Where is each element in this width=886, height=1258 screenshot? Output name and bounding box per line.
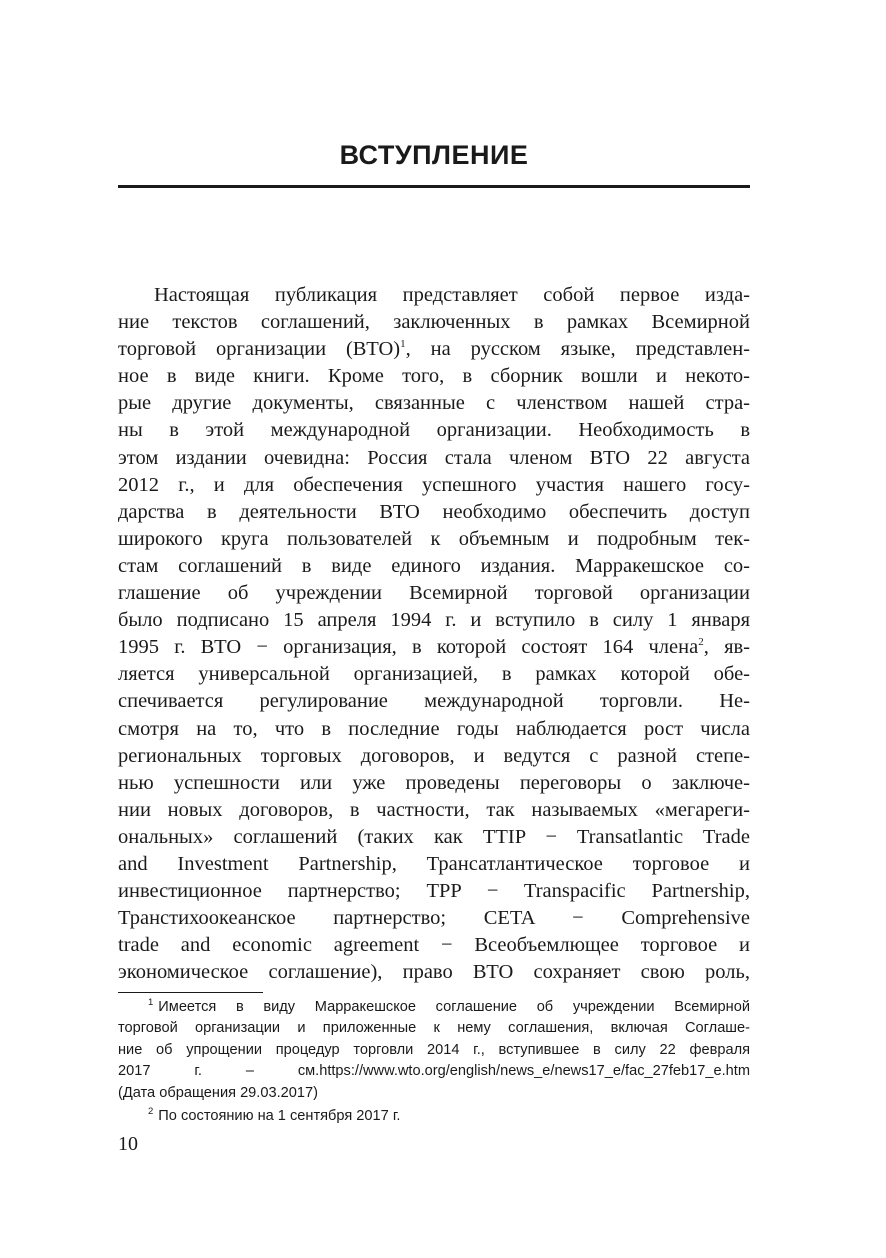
body-line-part: , яв-: [703, 636, 750, 659]
body-line: инвестиционное партнерство; TPP − Transpacific Partnership,: [118, 880, 750, 903]
footnote-line: ние об упрощении процедур торговли 2014 г., вступившее в силу 22 февраля: [118, 1041, 750, 1058]
footnote-text: По состоянию на 1 сентября 2017 г.: [158, 1108, 401, 1125]
body-line: trade and economic agreement − Всеобъемлющее торговое и: [118, 934, 750, 957]
body-line: нии новых договоров, в частности, так называемых «мегареги-: [118, 798, 750, 821]
footnote-divider: [118, 992, 263, 993]
body-line: было подписано 15 апреля 1994 г. и вступило в силу 1 января: [118, 609, 750, 632]
body-line: 2012 г., и для обеспечения успешного участия нашего госу-: [118, 473, 750, 496]
body-line: стам соглашений в виде единого издания. Марракешское со-: [118, 554, 750, 577]
title-rule: [118, 185, 750, 188]
footnote-line: (Дата обращения 29.03.2017): [118, 1084, 318, 1101]
body-line: ное в виде книги. Кроме того, в сборник вошли и некото-: [118, 365, 750, 388]
body-line: экономическое соглашение), право ВТО сохраняет свою роль,: [118, 961, 750, 984]
body-line: ние текстов соглашений, заключенных в рамках Всемирной: [118, 311, 750, 334]
body-line: широкого круга пользователей к объемным и подробным тек-: [118, 527, 750, 550]
footnote-1: [118, 997, 750, 1104]
body-line-part: 1995 г. ВТО − организация, в которой состоят 164 члена: [118, 636, 699, 659]
body-line: нью успешности или уже проведены переговоры о заключе-: [118, 771, 750, 794]
footnote-ref-1[interactable]: 1: [400, 338, 406, 351]
page-title: ВСТУПЛЕНИЕ: [339, 140, 529, 170]
footnote-text: Имеется в виду Марракешское соглашение об учреждении Всемирной: [158, 999, 750, 1015]
footnote-mark: 2: [148, 1106, 154, 1118]
body-line: Транстихоокеанское партнерство; CETA − Comprehensive: [118, 907, 750, 930]
body-line: этом издании очевидна: Россия стала членом ВТО 22 августа: [118, 446, 750, 469]
body-line-part: , на русском языке, представлен-: [405, 338, 750, 361]
footnote-ref-2[interactable]: 2: [698, 636, 704, 649]
body-line: глашение об учреждении Всемирной торговой организации: [118, 582, 750, 605]
body-line: ональных» соглашений (таких как TTIP − Transatlantic Trade: [118, 825, 750, 848]
footnote-line: [118, 997, 750, 1018]
body-line: смотря на то, что в последние годы наблюдается рост числа: [118, 717, 750, 740]
body-line: and Investment Partnership, Трансатлантическое торговое и: [118, 852, 750, 875]
body-line: дарства в деятельности ВТО необходимо обеспечить доступ: [118, 500, 750, 523]
body-line: Настоящая публикация представляет собой первое изда-: [154, 284, 750, 306]
footnotes: [118, 997, 750, 1127]
body-line: ны в этой международной организации. Необходимость в: [118, 419, 750, 442]
footnote-2: [118, 1106, 750, 1127]
body-line: рые другие документы, связанные с членством нашей стра-: [118, 392, 750, 415]
body-line: ляется универсальной организацией, в рамках которой обе-: [118, 663, 750, 686]
body-line: региональных торговых договоров, и ведутся с разной степе-: [118, 744, 750, 767]
body-line: спечивается регулирование международной торговли. Не-: [118, 690, 750, 713]
body-line-part: торговой организации (ВТО): [118, 338, 401, 361]
footnote-line: торговой организации и приложенные к нему соглашения, включая Соглаше-: [118, 1020, 750, 1037]
body-line: [118, 336, 750, 363]
body-line: [118, 634, 750, 661]
footnote-mark: 1: [148, 997, 154, 1009]
page-number: 10: [118, 1133, 138, 1155]
body-text: [118, 282, 750, 986]
footnote-line[interactable]: 2017 г. – см.https://www.wto.org/english/news_e/news17_e/fac_27feb17_e.htm: [118, 1063, 750, 1080]
